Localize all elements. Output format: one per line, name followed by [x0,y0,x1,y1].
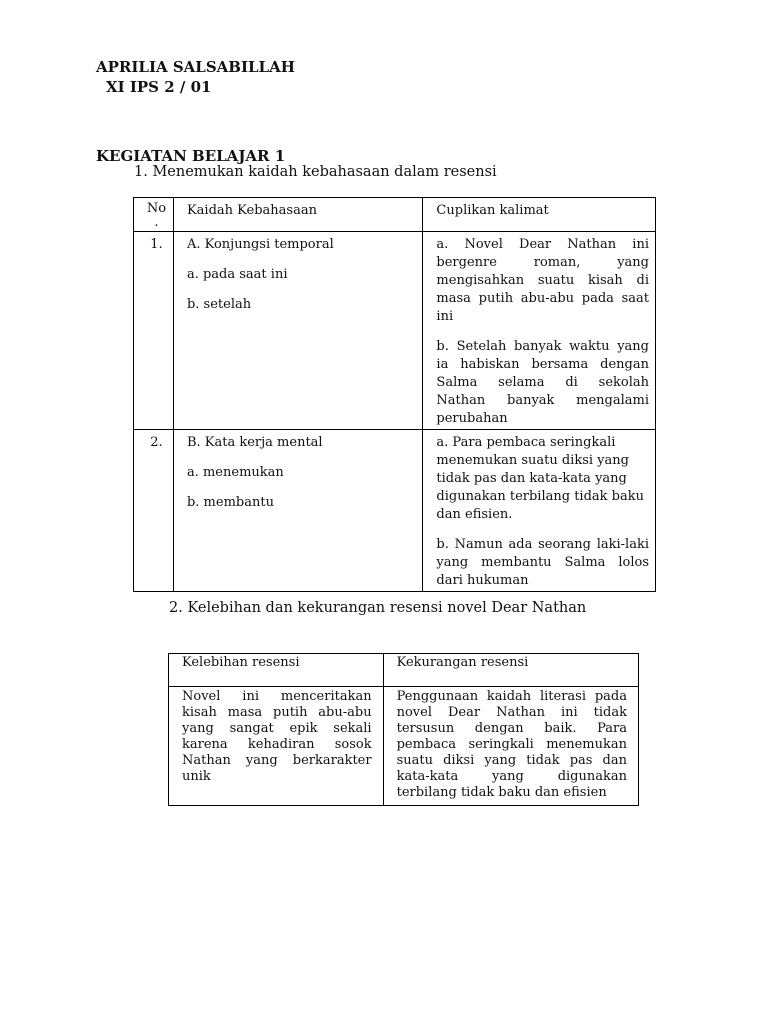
row-number: 1. [134,232,174,430]
cuplikan-quote: a. Para pembaca seringkali menemukan suatu diksi yang tidak pas dan kata-kata yang digunakan terbilang tidak baku dan efisien. [436,435,644,522]
kaidah-item: b. setelah [186,297,252,312]
section-title: KEGIATAN BELAJAR 1 [96,147,286,165]
cuplikan-quote: a. Novel Dear Nathan ini bergenre roman, yang mengisahkan suatu kisah di masa putih abu-abu pada saat ini [436,237,649,324]
table-row [134,430,656,592]
kaidah-title: B. Kata kerja mental [186,435,323,450]
kelebihan-text: Novel ini menceritakan kisah masa putih abu-abu yang sangat epik sekali karena kehadiran sosok Nathan yang berkarakter unik [169,687,384,806]
table-row [134,232,656,430]
task-2-heading: 2. Kelebihan dan kekurangan resensi novel Dear Nathan [169,600,587,616]
kaidah-table [133,197,656,592]
row-number: 2. [134,430,174,592]
student-name: APRILIA SALSABILLAH [96,58,295,76]
table-row [169,687,639,806]
student-class: XI IPS 2 / 01 [106,78,212,96]
cuplikan-quote: b. Namun ada seorang laki-laki yang membantu Salma lolos dari hukuman [436,537,649,588]
task-1-heading: 1. Menemukan kaidah kebahasaan dalam resensi [134,164,497,180]
kaidah-item: b. membantu [186,495,274,510]
header-no [134,198,174,232]
header-kekurangan: Kekurangan resensi [383,654,638,687]
cuplikan-cell [423,232,656,430]
kaidah-item: a. menemukan [186,465,284,480]
kekurangan-text: Penggunaan kaidah literasi pada novel Dear Nathan ini tidak tersusun dengan baik. Para pembaca seringkali menemukan suatu diksi yang tidak pas dan kata-kata yang digunakan terbilang tidak baku dan efisien [383,687,638,806]
table-header-row [169,654,639,687]
cuplikan-cell [423,430,656,592]
kaidah-title: A. Konjungsi temporal [186,237,334,252]
header-no-label: No . [146,201,167,230]
table-header-row [134,198,656,232]
kaidah-cell [173,430,422,592]
header-cuplikan: Cuplikan kalimat [423,198,656,232]
cuplikan-quote: b. Setelah banyak waktu yang ia habiskan bersama dengan Salma selama di sekolah Nathan banyak mengalami perubahan [436,339,649,426]
kaidah-cell [173,232,422,430]
header-kaidah: Kaidah Kebahasaan [173,198,422,232]
review-table [168,653,639,806]
header-kelebihan: Kelebihan resensi [169,654,384,687]
kaidah-item: a. pada saat ini [186,267,288,282]
